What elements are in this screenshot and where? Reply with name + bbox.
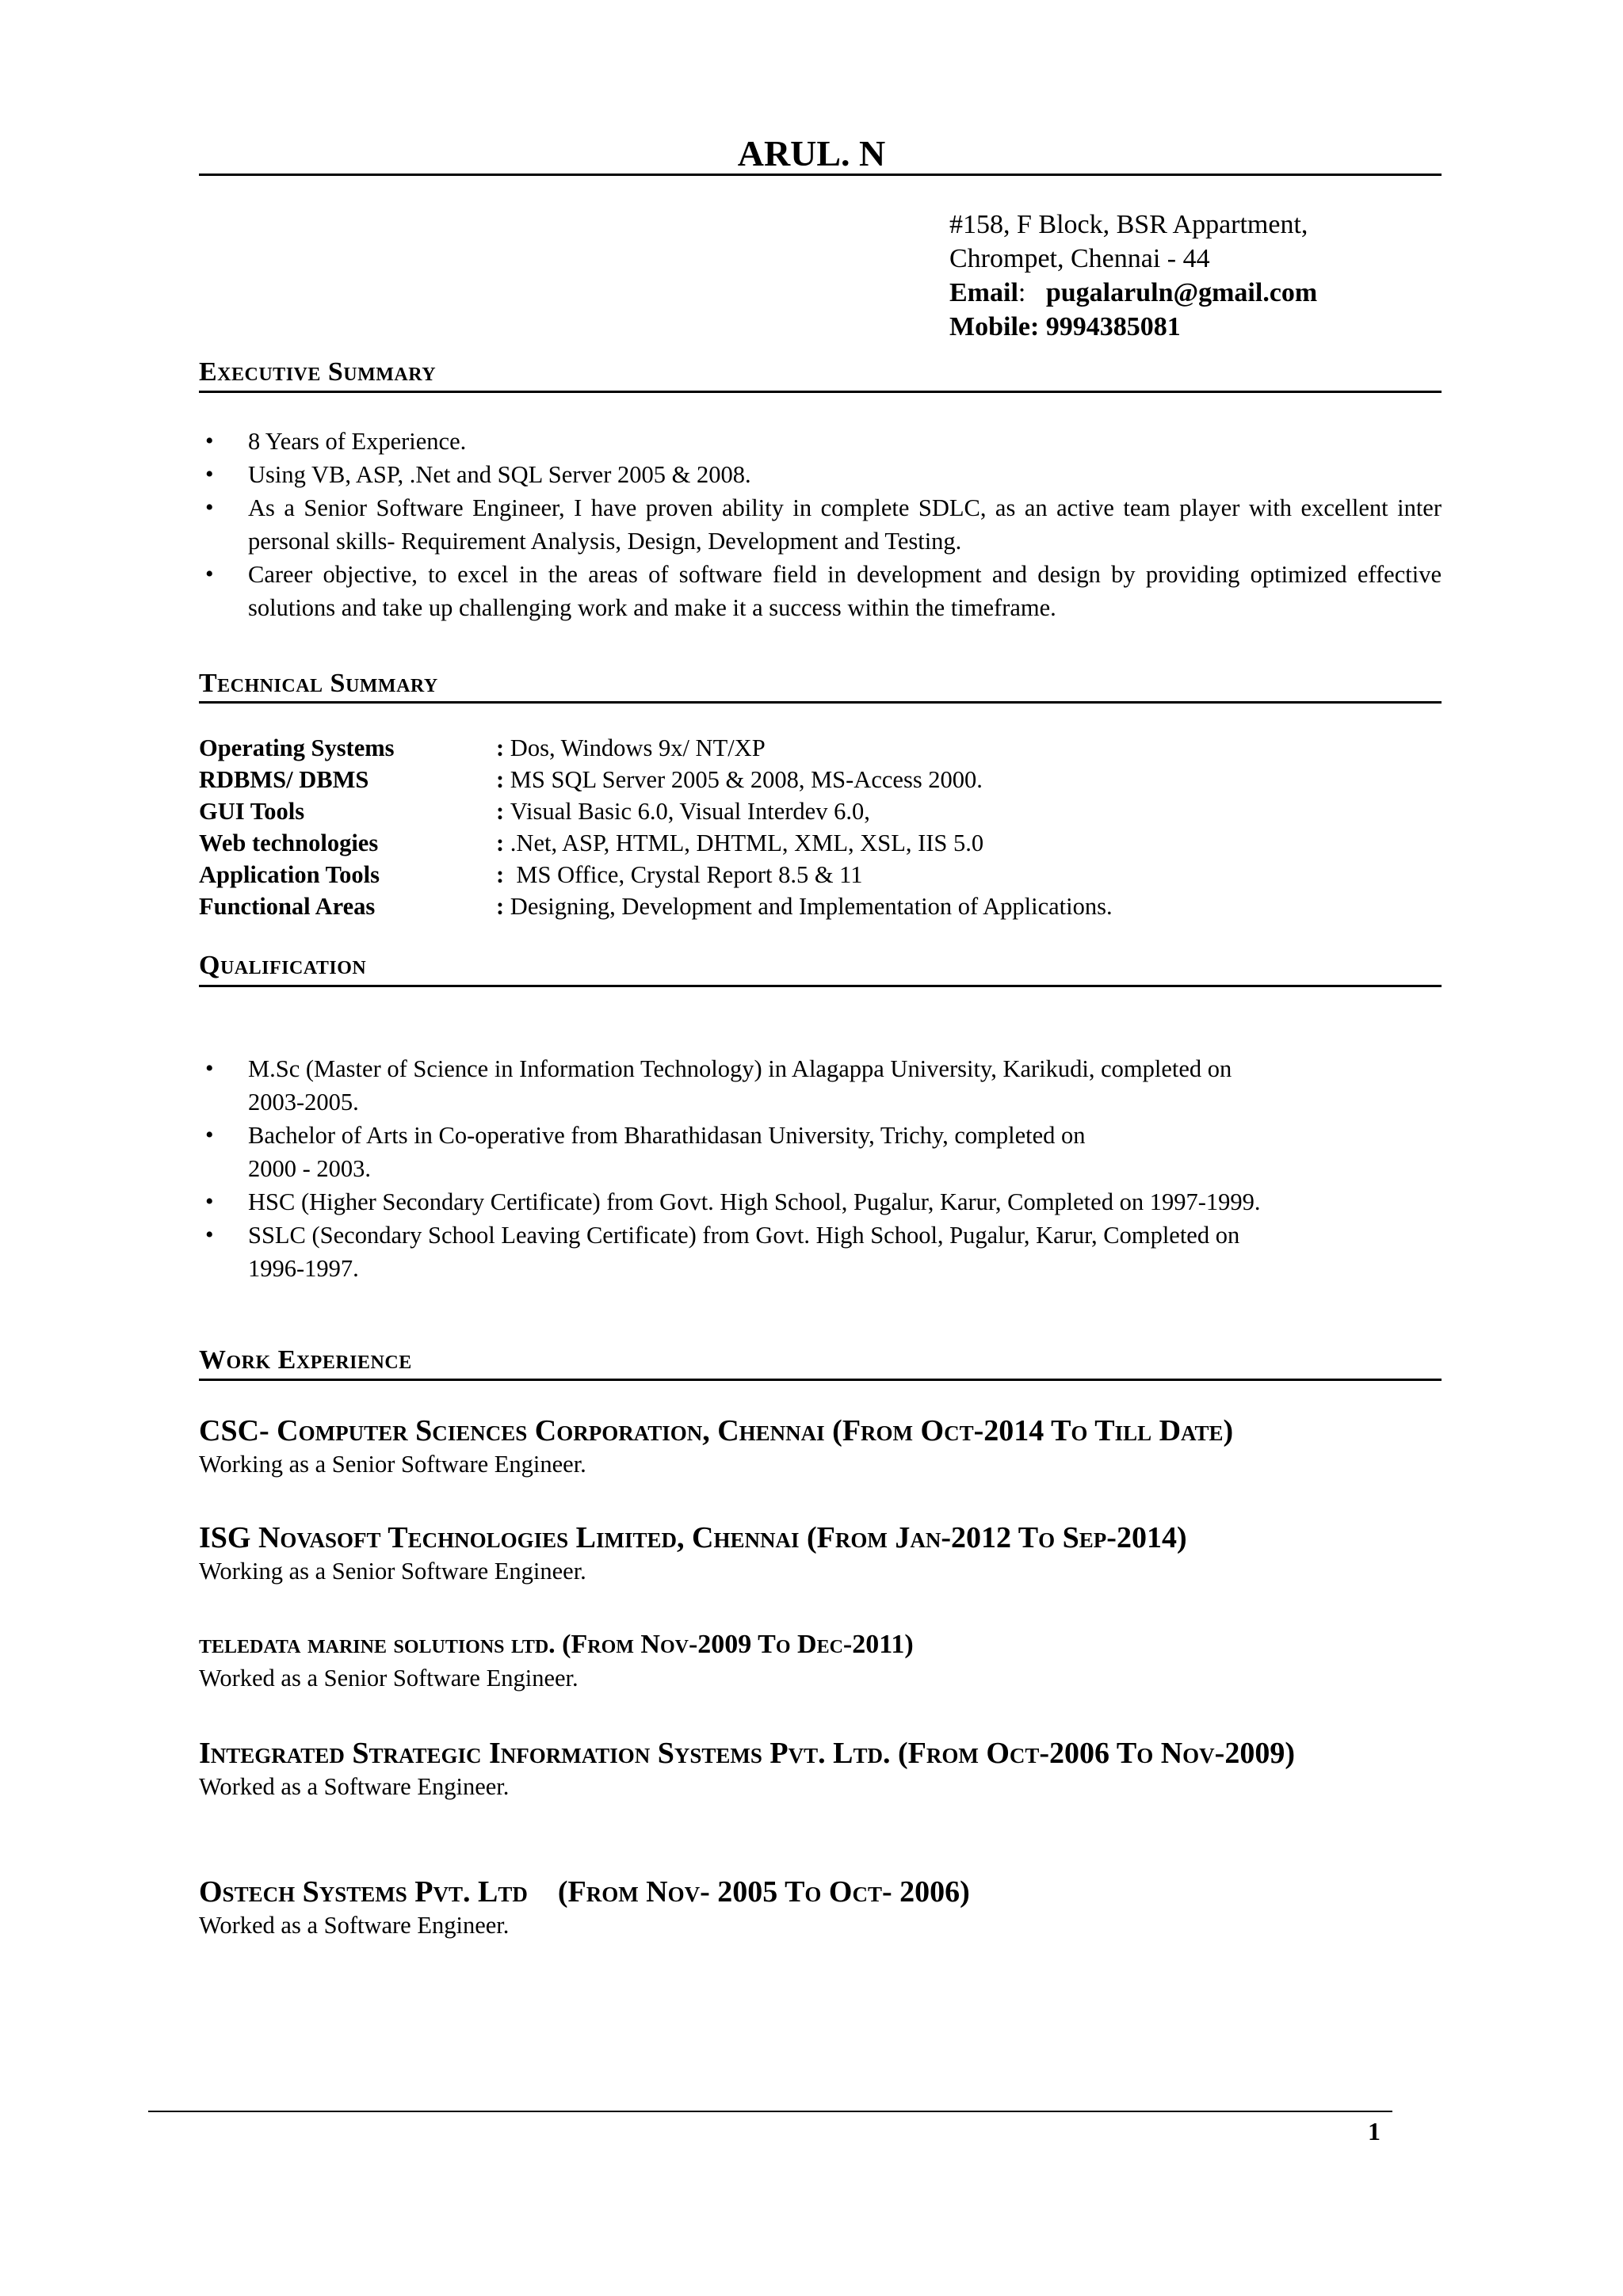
- contact-block: [949, 208, 1317, 344]
- list-item: [199, 1052, 1442, 1119]
- work-experience-heading: Work Experience: [199, 1345, 412, 1375]
- tech-value: Designing, Development and Implementation of Applications.: [510, 893, 1113, 920]
- list-item: • 8 Years of Experience.: [199, 425, 1442, 458]
- qualification-line-1: • M.Sc (Master of Science in Information Technology) in Alagappa University, Karikudi, completed on: [248, 1055, 1232, 1082]
- job-role: Working as a Senior Software Engineer.: [199, 1451, 586, 1478]
- qualification-line-1: • HSC (Higher Secondary Certificate) from Govt. High School, Pugalur, Karur, Completed on 1997-1999.: [248, 1188, 1261, 1215]
- job-role: Worked as a Software Engineer.: [199, 1912, 510, 1939]
- list-item: • Career objective, to excel in the areas of software field in development and design by providing optimized effective solutions and take up challenging work and make it a success within the timeframe.: [199, 558, 1442, 624]
- tech-row: Application Tools : MS Office, Crystal Report 8.5 & 11: [199, 859, 1113, 891]
- tech-label: Application Tools: [199, 861, 380, 888]
- list-item: [199, 1219, 1442, 1285]
- job-title: teledata marine solutions ltd. (From Nov-2009 To Dec-2011): [199, 1630, 914, 1659]
- job-entry: [199, 1627, 1442, 1693]
- address-line-1: #158, F Block, BSR Appartment,: [949, 210, 1308, 239]
- job-entry: [199, 1735, 1442, 1802]
- qualification-line-2: 2003-2005.: [248, 1089, 359, 1116]
- tech-label: RDBMS/ DBMS: [199, 766, 369, 793]
- job-title: CSC- Computer Sciences Corporation, Chennai (From Oct-2014 To Till Date): [199, 1414, 1234, 1447]
- tech-value: Dos, Windows 9x/ NT/XP: [510, 734, 766, 761]
- tech-value: Visual Basic 6.0, Visual Interdev 6.0,: [510, 798, 870, 825]
- qualification-heading: Qualification: [199, 951, 367, 980]
- executive-summary-list: [199, 425, 1442, 624]
- list-item: [199, 1119, 1442, 1185]
- job-entry: [199, 1520, 1442, 1586]
- tech-row: Web technologies : .Net, ASP, HTML, DHTML, XML, XSL, IIS 5.0: [199, 827, 1113, 859]
- tech-label: Operating Systems: [199, 734, 395, 761]
- page-number: 1: [1368, 2117, 1381, 2145]
- email-value: pugalaruln@gmail.com: [1045, 278, 1318, 307]
- technical-summary-rule: [199, 701, 1442, 704]
- qualification-line-2: 1996-1997.: [248, 1255, 359, 1282]
- qualification-line-1: • Bachelor of Arts in Co-operative from Bharathidasan University, Trichy, completed on: [248, 1122, 1086, 1149]
- mobile-line: [949, 310, 1317, 344]
- executive-summary-heading: Executive Summary: [199, 357, 437, 387]
- email-line: Email: pugalaruln@gmail.com: [949, 278, 1318, 307]
- list-item: [199, 1185, 1442, 1219]
- executive-summary-rule: [199, 391, 1442, 393]
- job-role: Worked as a Software Engineer.: [199, 1773, 510, 1800]
- tech-label: Web technologies: [199, 830, 379, 856]
- tech-row: Functional Areas : Designing, Development and Implementation of Applications.: [199, 891, 1113, 922]
- name-underline: [199, 174, 1442, 176]
- qualification-list: [199, 1052, 1442, 1285]
- list-item: • Using VB, ASP, .Net and SQL Server 2005 & 2008.: [199, 458, 1442, 491]
- job-title: Integrated Strategic Information Systems Pvt. Ltd. (From Oct-2006 To Nov-2009): [199, 1737, 1295, 1770]
- technical-summary-table: [199, 732, 1113, 922]
- job-title: ISG Novasoft Technologies Limited, Chennai (From Jan-2012 To Sep-2014): [199, 1521, 1187, 1554]
- technical-summary-heading: Technical Summary: [199, 669, 438, 698]
- tech-row: GUI Tools : Visual Basic 6.0, Visual Interdev 6.0,: [199, 795, 1113, 827]
- work-experience-rule: [199, 1379, 1442, 1381]
- job-entry: [199, 1413, 1442, 1479]
- tech-value: .Net, ASP, HTML, DHTML, XML, XSL, IIS 5.0: [510, 830, 984, 856]
- job-title: Ostech Systems Pvt. Ltd (From Nov- 2005 To Oct- 2006): [199, 1875, 970, 1909]
- footer-rule: [148, 2111, 1392, 2112]
- job-entry: [199, 1874, 1442, 1940]
- qualification-line-2: 2000 - 2003.: [248, 1155, 372, 1182]
- job-role: Working as a Senior Software Engineer.: [199, 1558, 586, 1585]
- tech-value: MS Office, Crystal Report 8.5 & 11: [510, 861, 863, 888]
- tech-label: GUI Tools: [199, 798, 305, 825]
- qualification-line-1: • SSLC (Secondary School Leaving Certificate) from Govt. High School, Pugalur, Karur, Completed on: [248, 1222, 1240, 1249]
- mobile-value: Mobile: 9994385081: [949, 312, 1181, 341]
- email-label: Email: [949, 278, 1018, 307]
- qualification-rule: [199, 985, 1442, 987]
- job-role: Worked as a Senior Software Engineer.: [199, 1665, 579, 1691]
- tech-row: RDBMS/ DBMS : MS SQL Server 2005 & 2008, MS-Access 2000.: [199, 764, 1113, 795]
- tech-value: MS SQL Server 2005 & 2008, MS-Access 2000.: [510, 766, 983, 793]
- list-item: • As a Senior Software Engineer, I have proven ability in complete SDLC, as an active team player with excellent inter personal skills- Requirement Analysis, Design, Development and Testing.: [199, 491, 1442, 558]
- candidate-name: ARUL. N: [737, 133, 886, 174]
- tech-row: Operating Systems : Dos, Windows 9x/ NT/XP: [199, 732, 1113, 764]
- address-line-2: Chrompet, Chennai - 44: [949, 244, 1210, 273]
- tech-label: Functional Areas: [199, 893, 376, 920]
